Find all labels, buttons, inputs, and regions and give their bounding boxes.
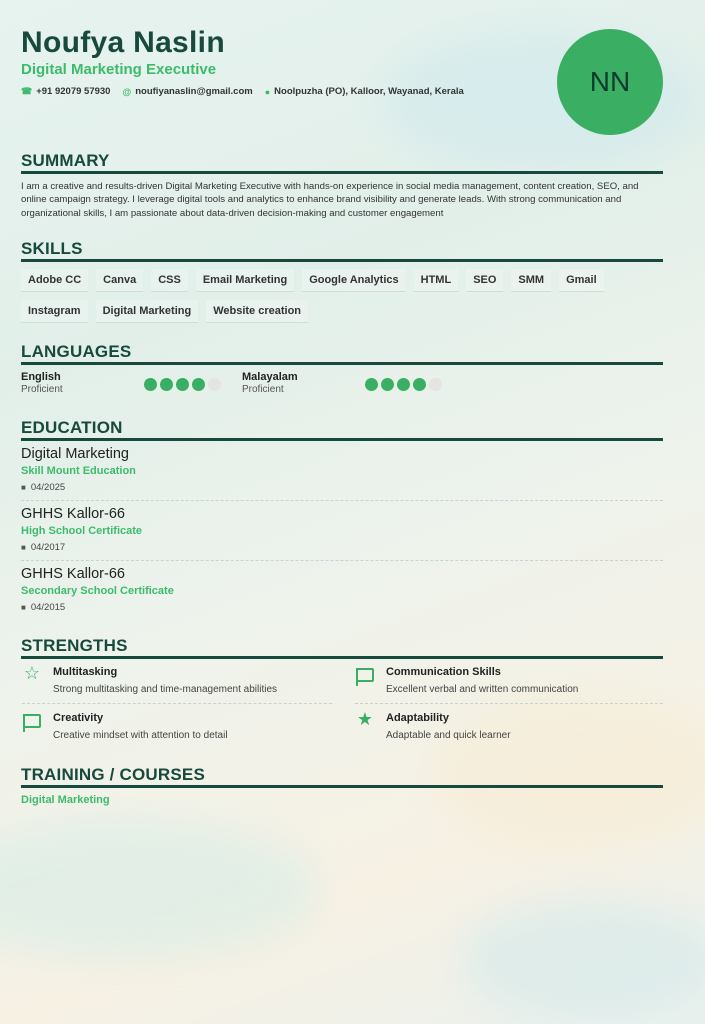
education-rule bbox=[21, 438, 663, 441]
email-text: noufiyanaslin@gmail.com bbox=[135, 86, 253, 97]
skill-chip: SMM bbox=[511, 269, 551, 292]
strength-desc: Strong multitasking and time-management abilities bbox=[53, 684, 277, 695]
languages-rule bbox=[21, 362, 663, 365]
star-outline-icon: ☆ bbox=[23, 663, 41, 683]
education-title: Digital Marketing bbox=[21, 446, 129, 462]
education-item bbox=[21, 446, 663, 493]
education-date-text: 04/2025 bbox=[30, 482, 66, 493]
education-date bbox=[21, 542, 663, 553]
skill-chip: HTML bbox=[414, 269, 459, 292]
flag-icon bbox=[355, 666, 375, 687]
language-item-english bbox=[21, 371, 63, 395]
education-heading: EDUCATION bbox=[21, 418, 123, 437]
language-level: Proficient bbox=[21, 384, 63, 395]
training-heading: TRAINING / COURSES bbox=[21, 765, 206, 784]
summary-text: I am a creative and results-driven Digital Marketing Executive with hands-on experience in social media management, content creation, SEO, and online campaign strategy. I leverage digital tools and analytics to enhance brand visibility and generate leads. With strong communication and organizational skills, I am passionate about data-driven decision-making and customer engagement bbox=[21, 181, 639, 219]
skill-chip: Adobe CC bbox=[21, 269, 88, 292]
location-pin-icon: ● bbox=[264, 86, 271, 97]
rating-dot-filled bbox=[381, 378, 394, 391]
strength-title: Adaptability bbox=[386, 712, 449, 724]
strength-title: Multitasking bbox=[53, 666, 118, 678]
education-institution: Secondary School Certificate bbox=[21, 585, 174, 597]
rating-dot-filled bbox=[144, 378, 157, 391]
flag-icon bbox=[22, 712, 42, 733]
education-title: GHHS Kallor-66 bbox=[21, 506, 125, 522]
rating-dot-filled bbox=[160, 378, 173, 391]
rating-dot-filled bbox=[413, 378, 426, 391]
calendar-icon: ■ bbox=[21, 603, 26, 612]
language-rating-malayalam bbox=[365, 378, 442, 391]
divider bbox=[21, 500, 663, 501]
language-rating-english bbox=[144, 378, 221, 391]
strength-title: Creativity bbox=[53, 712, 104, 724]
education-title: GHHS Kallor-66 bbox=[21, 566, 125, 582]
education-institution: High School Certificate bbox=[21, 525, 143, 537]
strength-desc: Creative mindset with attention to detail bbox=[53, 730, 228, 741]
calendar-icon: ■ bbox=[21, 483, 26, 492]
summary-rule bbox=[21, 171, 663, 174]
divider bbox=[355, 703, 663, 704]
education-date bbox=[21, 482, 663, 493]
training-rule bbox=[21, 785, 663, 788]
education-item bbox=[21, 506, 663, 553]
strength-title: Communication Skills bbox=[386, 666, 501, 678]
calendar-icon: ■ bbox=[21, 543, 26, 552]
skill-chip: Google Analytics bbox=[302, 269, 405, 292]
strength-desc: Excellent verbal and written communication bbox=[386, 684, 579, 695]
strength-item-communication bbox=[355, 666, 665, 695]
skills-rule bbox=[21, 259, 663, 262]
skill-chip: Instagram bbox=[21, 300, 88, 323]
rating-dot-filled bbox=[176, 378, 189, 391]
contact-location bbox=[265, 86, 464, 97]
language-name: English bbox=[21, 371, 61, 383]
skill-chip: SEO bbox=[466, 269, 503, 292]
education-date bbox=[21, 602, 663, 613]
strength-desc: Adaptable and quick learner bbox=[386, 730, 511, 741]
skills-heading: SKILLS bbox=[21, 239, 83, 258]
strengths-heading: STRENGTHS bbox=[21, 636, 128, 655]
summary-heading: SUMMARY bbox=[21, 151, 110, 170]
rating-dot-filled bbox=[397, 378, 410, 391]
star-filled-icon: ★ bbox=[356, 709, 374, 729]
strength-item-multitasking bbox=[22, 663, 332, 695]
rating-dot-empty bbox=[429, 378, 442, 391]
contact-bar bbox=[21, 86, 464, 97]
location-text: Noolpuzha (PO), Kalloor, Wayanad, Kerala bbox=[274, 86, 464, 97]
skill-chip: Website creation bbox=[206, 300, 308, 323]
course-item: Digital Marketing bbox=[21, 794, 110, 806]
candidate-role: Digital Marketing Executive bbox=[21, 61, 217, 78]
contact-email[interactable] bbox=[122, 86, 252, 97]
skill-chip: Email Marketing bbox=[196, 269, 294, 292]
language-name: Malayalam bbox=[242, 371, 298, 383]
strength-item-adaptability bbox=[355, 709, 665, 741]
rating-dot-filled bbox=[192, 378, 205, 391]
education-item bbox=[21, 566, 663, 613]
divider bbox=[21, 560, 663, 561]
education-date-text: 04/2015 bbox=[30, 602, 66, 613]
language-item-malayalam bbox=[242, 371, 298, 395]
rating-dot-filled bbox=[365, 378, 378, 391]
skill-chip: Canva bbox=[96, 269, 143, 292]
languages-heading: LANGUAGES bbox=[21, 342, 132, 361]
at-icon: @ bbox=[122, 86, 132, 97]
skill-chip: CSS bbox=[151, 269, 188, 292]
avatar: NN bbox=[557, 29, 663, 135]
skill-chip: Digital Marketing bbox=[96, 300, 199, 323]
strength-item-creativity bbox=[22, 712, 332, 741]
skills-list bbox=[21, 269, 661, 323]
phone-text: +91 92079 57930 bbox=[36, 86, 111, 97]
candidate-name: Noufya Naslin bbox=[21, 26, 225, 59]
phone-icon: ☎ bbox=[21, 86, 33, 96]
skill-chip: Gmail bbox=[559, 269, 604, 292]
contact-phone[interactable] bbox=[21, 86, 110, 97]
education-date-text: 04/2017 bbox=[30, 542, 66, 553]
divider bbox=[22, 703, 332, 704]
language-level: Proficient bbox=[242, 384, 284, 395]
rating-dot-empty bbox=[208, 378, 221, 391]
strengths-rule bbox=[21, 656, 663, 659]
education-institution: Skill Mount Education bbox=[21, 465, 136, 477]
